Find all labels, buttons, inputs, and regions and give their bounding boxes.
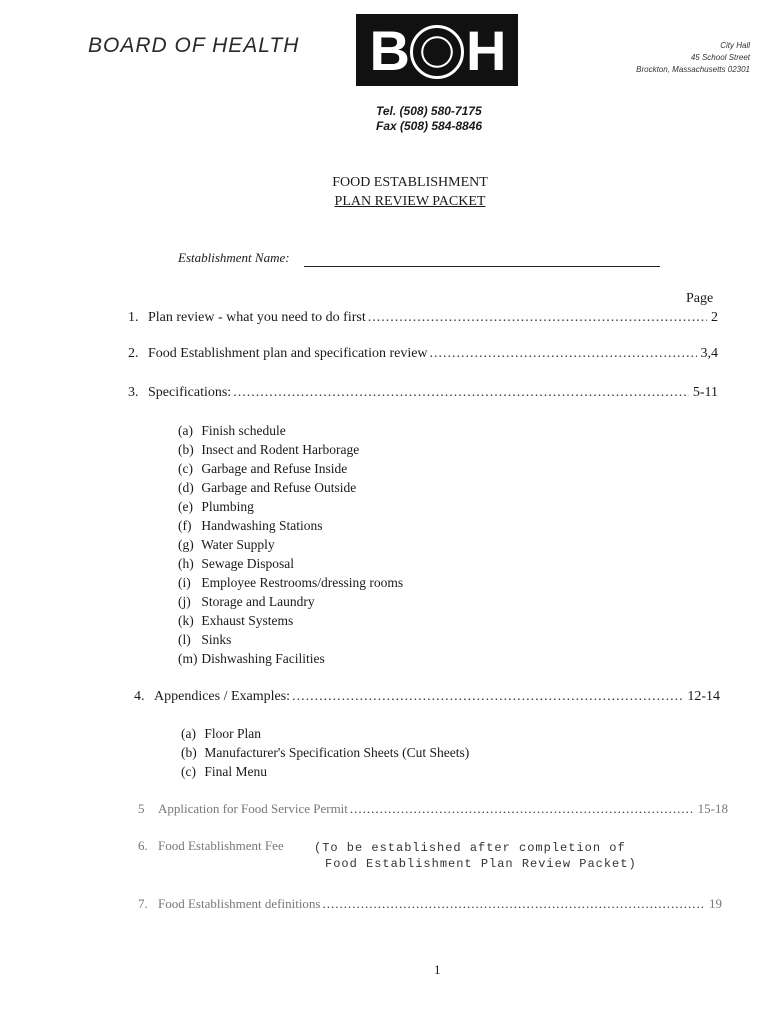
establishment-name-line <box>304 266 660 267</box>
address-line: Brockton, Massachusetts 02301 <box>636 65 750 74</box>
toc-leader <box>323 896 706 912</box>
toc-row <box>138 896 722 912</box>
toc-row <box>128 310 718 326</box>
telephone: Tel. (508) 580-7175 <box>376 104 482 118</box>
address-line: 45 School Street <box>690 53 750 62</box>
appendices-list <box>181 724 469 781</box>
toc-leader <box>233 385 689 401</box>
toc-page: 19 <box>709 896 722 911</box>
fee-note-line1: (To be established after completion of <box>314 841 626 855</box>
list-item: (c) Garbage and Refuse Inside <box>178 461 348 476</box>
logo-letter-b: B <box>369 18 408 82</box>
toc-number: 7. <box>138 896 148 911</box>
address-line: City Hall <box>720 41 750 50</box>
toc-leader <box>292 689 683 705</box>
board-title: BOARD OF HEALTH <box>88 34 300 57</box>
list-item: (c) Final Menu <box>181 764 267 779</box>
toc-number: 6. <box>138 838 148 853</box>
title-line1: FOOD ESTABLISHMENT <box>332 175 488 190</box>
fee-note-line2: Food Establishment Plan Review Packet) <box>325 857 637 871</box>
toc-number: 5 <box>138 801 145 816</box>
page-column-header: Page <box>686 291 714 306</box>
toc-label: Food Establishment plan and specification review <box>148 346 428 361</box>
toc-number: 4. <box>134 689 145 704</box>
toc-row <box>128 385 718 401</box>
toc-label: Plan review - what you need to do first <box>148 310 366 325</box>
toc-number: 2. <box>128 346 139 361</box>
toc-page: 15-18 <box>697 801 728 816</box>
toc-label: Appendices / Examples: <box>154 689 291 704</box>
toc-leader <box>368 310 707 326</box>
list-item: (i) Employee Restrooms/dressing rooms <box>178 575 404 590</box>
toc-row <box>134 689 720 705</box>
toc-page: 5-11 <box>692 385 718 400</box>
toc-label: Food Establishment definitions <box>158 896 321 911</box>
list-item: (a) Floor Plan <box>181 726 262 741</box>
city-seal-icon <box>410 25 464 79</box>
title-line2: PLAN REVIEW PACKET <box>334 194 486 209</box>
toc-leader <box>430 346 697 362</box>
toc-leader <box>350 801 694 817</box>
boh-logo <box>356 14 518 86</box>
list-item: (g) Water Supply <box>178 537 275 552</box>
toc-page: 12-14 <box>687 689 720 704</box>
list-item: (e) Plumbing <box>178 499 254 514</box>
list-item: (m) Dishwashing Facilities <box>178 651 325 666</box>
list-item: (l) Sinks <box>178 632 232 647</box>
toc-row <box>128 346 718 362</box>
specifications-list <box>178 421 403 668</box>
toc-label: Food Establishment Fee <box>158 838 284 853</box>
address-block <box>636 40 750 76</box>
list-item: (h) Sewage Disposal <box>178 556 294 571</box>
toc-row <box>138 838 318 854</box>
page-number: 1 <box>434 962 441 977</box>
establishment-name-label: Establishment Name: <box>178 250 290 265</box>
toc-number: 3. <box>128 385 139 400</box>
logo-letter-h: H <box>466 18 505 82</box>
document-title <box>300 173 520 211</box>
toc-page: 3,4 <box>700 346 718 361</box>
list-item: (a) Finish schedule <box>178 423 286 438</box>
list-item: (j) Storage and Laundry <box>178 594 315 609</box>
list-item: (k) Exhaust Systems <box>178 613 294 628</box>
toc-label: Specifications: <box>148 385 232 400</box>
list-item: (f) Handwashing Stations <box>178 518 323 533</box>
toc-number: 1. <box>128 310 139 325</box>
fax: Fax (508) 584-8846 <box>376 119 483 133</box>
toc-page: 2 <box>711 310 718 325</box>
list-item: (d) Garbage and Refuse Outside <box>178 480 357 495</box>
toc-row <box>138 801 728 817</box>
list-item: (b) Manufacturer's Specification Sheets (Cut Sheets) <box>181 745 470 760</box>
contact-block <box>376 104 482 134</box>
toc-label: Application for Food Service Permit <box>158 801 348 816</box>
list-item: (b) Insect and Rodent Harborage <box>178 442 360 457</box>
